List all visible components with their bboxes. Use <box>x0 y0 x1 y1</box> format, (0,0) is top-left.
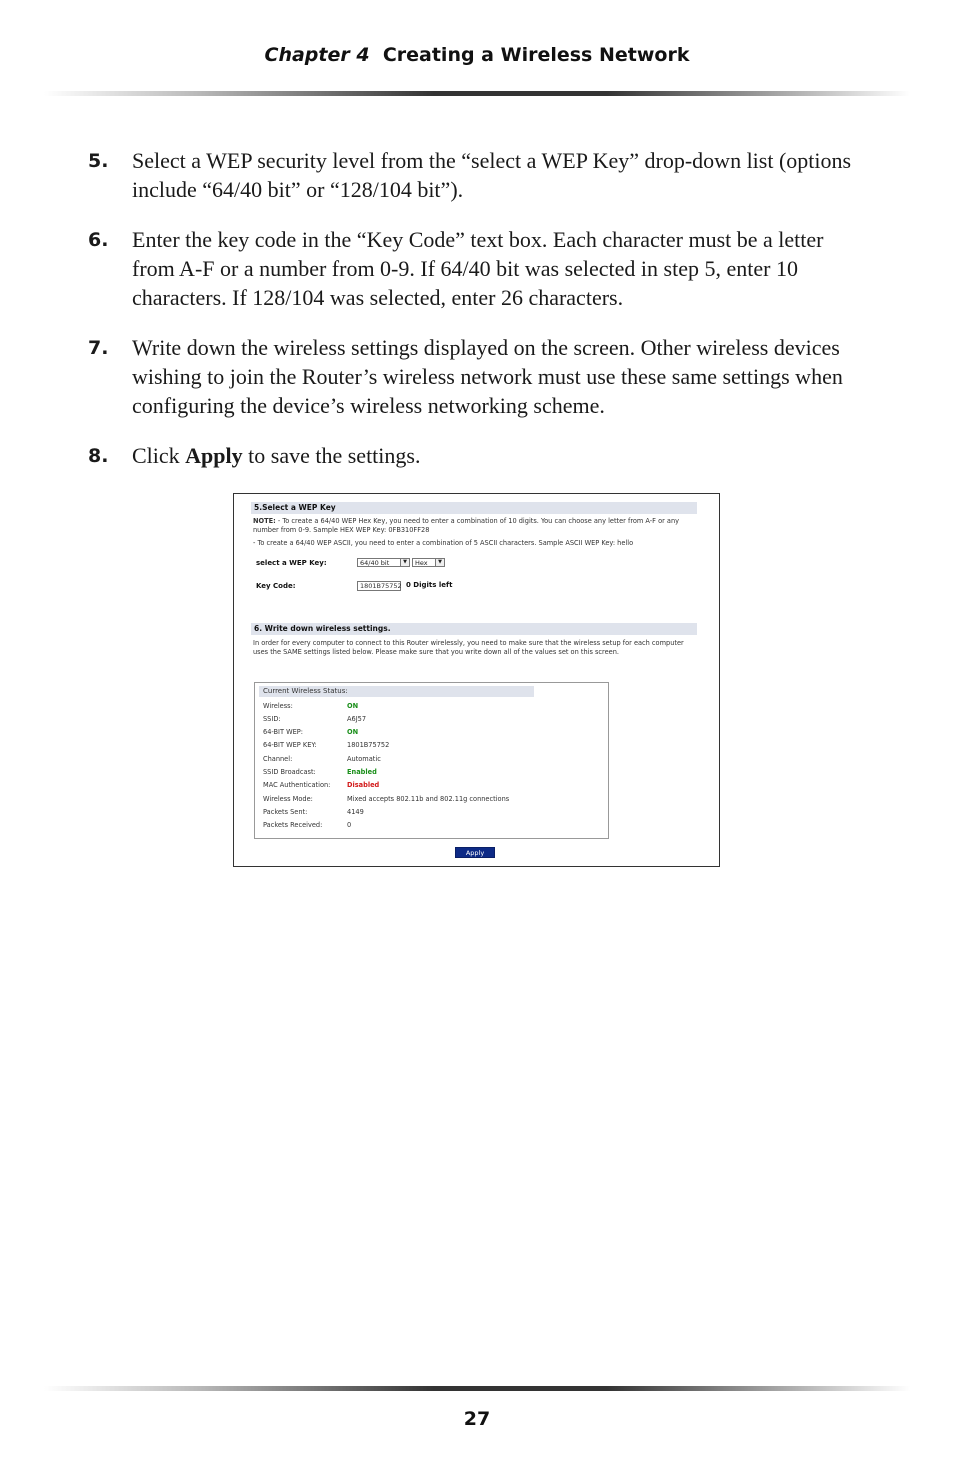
status-row: 64-BIT WEP KEY: 1801B75752 <box>263 741 390 749</box>
status-row: Packets Received: 0 <box>263 821 352 829</box>
chapter-title: Creating a Wireless Network <box>382 44 690 66</box>
apply-button[interactable]: Apply <box>455 847 495 858</box>
status-row: Packets Sent: 4149 <box>263 808 364 816</box>
key-code-label: Key Code: <box>256 582 296 590</box>
status-row: Wireless Mode: Mixed accepts 802.11b and 802.11g connections <box>263 795 510 803</box>
chevron-down-icon: ▼ <box>435 559 444 566</box>
step-number: 8. <box>88 445 109 467</box>
section-6-text: In order for every computer to connect to this Router wirelessly, you need to make sure that the wireless setup for each computer uses the SAME settings listed below. Please make sure that you write down all of the values set on this screen. <box>253 639 684 656</box>
step-5 <box>88 146 868 204</box>
step-8 <box>88 441 868 470</box>
wireless-status-box <box>254 682 609 839</box>
digits-left: 0 Digits left <box>406 581 453 589</box>
step-text-post: to save the settings. <box>242 443 421 468</box>
note-line-1: - To create a 64/40 WEP Hex Key, you need to enter a combination of 10 digits. You can choose any letter from A-F or any number from 0-9. Sample HEX WEP Key: 0FB310FF28 <box>253 517 680 534</box>
section-5-bar: 5.Select a WEP Key <box>251 502 697 514</box>
note-line-2: - To create a 64/40 WEP ASCII, you need to enter a combination of 5 ASCII characters. Sample ASCII WEP Key: hello <box>253 539 634 547</box>
wep-key-value: 64/40 bit <box>360 559 390 567</box>
running-header <box>0 44 954 66</box>
page-number: 27 <box>463 1408 491 1430</box>
chapter-number: Chapter 4 <box>264 44 370 66</box>
step-list <box>88 146 868 491</box>
step-number: 7. <box>88 337 109 359</box>
step-7 <box>88 333 868 420</box>
status-row: Wireless: ON <box>263 702 359 710</box>
header-rule <box>44 91 910 96</box>
section-6-bar: 6. Write down wireless settings. <box>251 623 697 635</box>
step-text: Select a WEP security level from the “select a WEP Key” drop-down list (options include “64/40 bit” or “128/104 bit”). <box>132 148 852 202</box>
key-code-input[interactable]: 1801B75752 <box>357 581 401 591</box>
router-settings-screenshot <box>233 493 720 867</box>
step-text-bold: Apply <box>185 443 243 468</box>
wep-type-select[interactable] <box>412 558 445 567</box>
chevron-down-icon: ▼ <box>400 559 409 566</box>
status-title: Current Wireless Status: <box>259 686 534 697</box>
wep-note <box>253 517 693 534</box>
step-number: 6. <box>88 229 109 251</box>
wep-key-label: select a WEP Key: <box>256 559 327 567</box>
step-number: 5. <box>88 150 109 172</box>
step-text: Enter the key code in the “Key Code” text box. Each character must be a letter from A-F or a number from 0-9. If 64/40 bit was selected in step 5, enter 10 characters. If 128/104 was selected, enter 26 characters. <box>132 227 824 310</box>
note-lead: NOTE: <box>253 517 276 525</box>
status-row: Channel: Automatic <box>263 755 381 763</box>
status-row: 64-BIT WEP: ON <box>263 728 359 736</box>
status-row: SSID: A6J57 <box>263 715 367 723</box>
footer-rule <box>44 1386 910 1391</box>
wep-type-value: Hex <box>415 559 428 567</box>
step-text: Write down the wireless settings displayed on the screen. Other wireless devices wishing to join the Router’s wireless network must use these same settings when configuring the device’s wireless networking scheme. <box>132 335 843 418</box>
status-row: SSID Broadcast: Enabled <box>263 768 377 776</box>
wep-key-select[interactable] <box>357 558 410 567</box>
step-6 <box>88 225 868 312</box>
step-text-pre: Click <box>132 443 186 468</box>
status-row: MAC Authentication: Disabled <box>263 781 380 789</box>
